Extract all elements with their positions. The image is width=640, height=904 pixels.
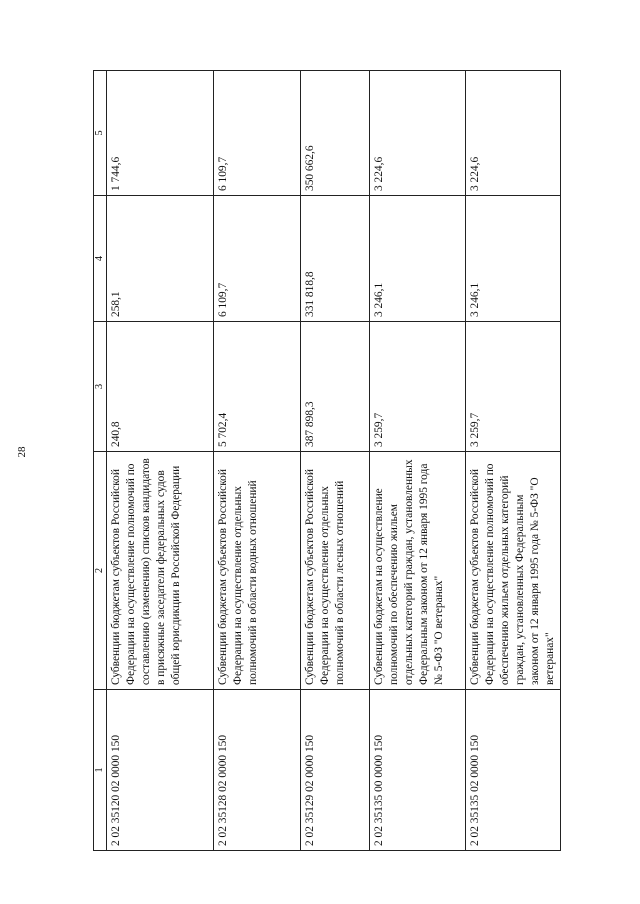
column-header: 4 bbox=[94, 196, 107, 322]
column-header: 5 bbox=[94, 71, 107, 196]
subvention-name: Субвенции бюджетам субъектов Российской Федерации на осуществление полномочий по составлению (изменению) списков кандидатов в присяжные заседатели федеральных судов общей юрисдикции в Российской Федерации bbox=[107, 452, 214, 690]
column-header: 2 bbox=[94, 452, 107, 690]
subvention-name: Субвенции бюджетам субъектов Российской Федерации на осуществление полномочий по обеспечению жильем отдельных категорий граждан, установленных Федеральным законом от 12 января 1995 года № 5-ФЗ "О ветеранах" bbox=[466, 452, 561, 690]
page-number: 28 bbox=[16, 446, 28, 458]
budget-code: 2 02 35135 00 0000 150 bbox=[370, 690, 466, 851]
table-row bbox=[370, 71, 466, 851]
budget-code: 2 02 35128 02 0000 150 bbox=[214, 690, 301, 851]
budget-code: 2 02 35129 02 0000 150 bbox=[301, 690, 370, 851]
table-row bbox=[466, 71, 561, 851]
budget-code: 2 02 35120 02 0000 150 bbox=[107, 690, 214, 851]
amount-col-3: 3 259,7 bbox=[370, 322, 466, 452]
table-row bbox=[301, 71, 370, 851]
amount-col-5: 6 109,7 bbox=[214, 71, 301, 196]
budget-code: 2 02 35135 02 0000 150 bbox=[466, 690, 561, 851]
amount-col-3: 5 702,4 bbox=[214, 322, 301, 452]
table-row bbox=[107, 71, 214, 851]
amount-col-4: 6 109,7 bbox=[214, 196, 301, 322]
amount-col-3: 387 898,3 bbox=[301, 322, 370, 452]
amount-col-5: 3 224,6 bbox=[466, 71, 561, 196]
column-header: 3 bbox=[94, 322, 107, 452]
amount-col-4: 331 818,8 bbox=[301, 196, 370, 322]
budget-table bbox=[93, 70, 561, 851]
amount-col-5: 1 744,6 bbox=[107, 71, 214, 196]
rotated-table-container bbox=[93, 71, 556, 851]
amount-col-3: 3 259,7 bbox=[466, 322, 561, 452]
amount-col-4: 3 246,1 bbox=[466, 196, 561, 322]
subvention-name: Субвенции бюджетам субъектов Российской Федерации на осуществление отдельных полномочий в области лесных отношений bbox=[301, 452, 370, 690]
amount-col-3: 240,8 bbox=[107, 322, 214, 452]
amount-col-4: 258,1 bbox=[107, 196, 214, 322]
amount-col-5: 3 224,6 bbox=[370, 71, 466, 196]
column-header: 1 bbox=[94, 690, 107, 851]
amount-col-4: 3 246,1 bbox=[370, 196, 466, 322]
subvention-name: Субвенции бюджетам на осуществление полномочий по обеспечению жильем отдельных категорий граждан, установленных Федеральным законом от 12 января 1995 года № 5-ФЗ "О ветеранах" bbox=[370, 452, 466, 690]
table-row bbox=[214, 71, 301, 851]
subvention-name: Субвенции бюджетам субъектов Российской Федерации на осуществление отдельных полномочий в области водных отношений bbox=[214, 452, 301, 690]
table-header-row bbox=[94, 71, 107, 851]
amount-col-5: 350 662,6 bbox=[301, 71, 370, 196]
